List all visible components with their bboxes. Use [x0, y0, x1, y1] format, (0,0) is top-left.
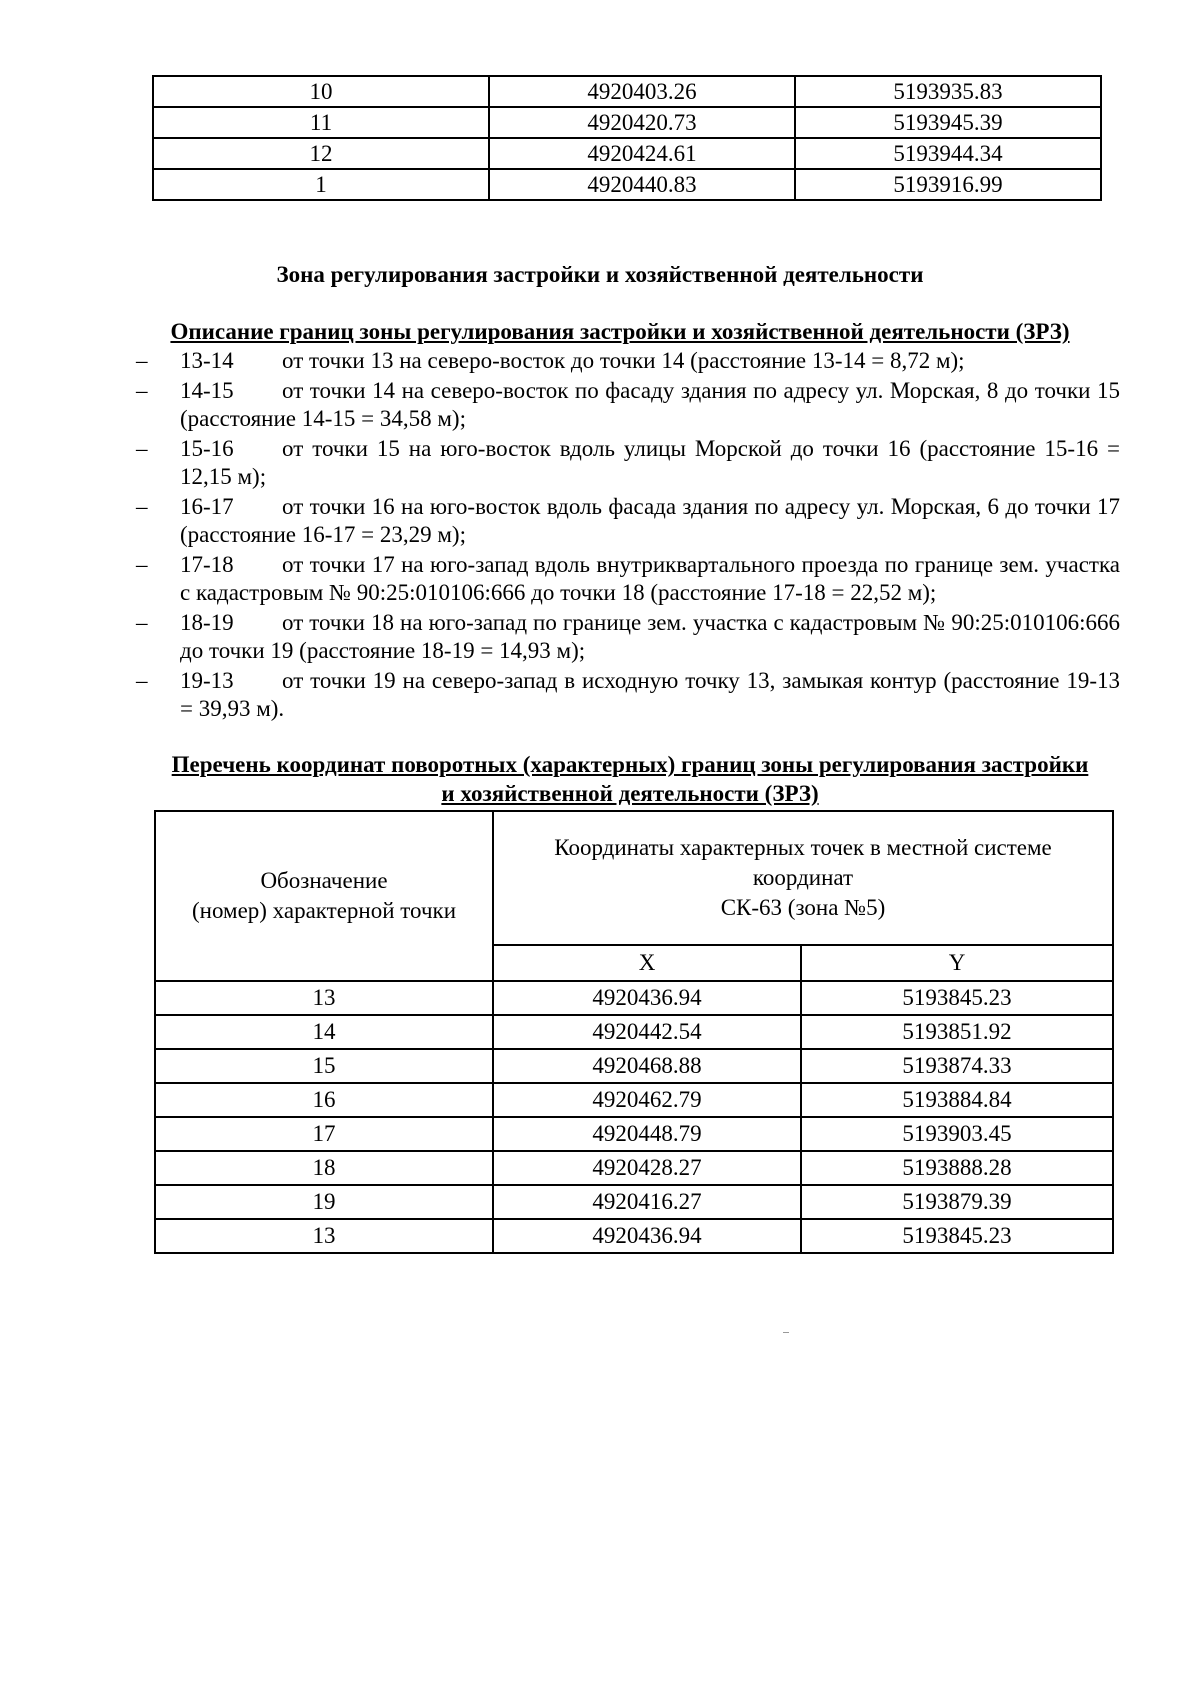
segment-code: 17-18	[180, 552, 234, 577]
list-item	[136, 377, 1120, 433]
point-number-cell: 19	[155, 1185, 493, 1219]
x-coordinate-cell: 4920442.54	[493, 1015, 801, 1049]
x-coordinate-cell: 4920420.73	[489, 107, 795, 138]
y-coordinate-cell: 5193845.23	[801, 1219, 1113, 1253]
y-coordinate-cell: 5193935.83	[795, 76, 1101, 107]
table-row	[153, 138, 1101, 169]
list-item	[136, 551, 1120, 607]
x-coordinate-cell: 4920436.94	[493, 1219, 801, 1253]
segment-code: 14-15	[180, 378, 234, 403]
x-coordinate-cell: 4920468.88	[493, 1049, 801, 1083]
y-coordinate-cell: 5193845.23	[801, 981, 1113, 1015]
segment-text: от точки 17 на юго-запад вдоль внутриквартального проезда по границе зем. участка с кадастровым № 90:25:010106:666 до точки 18 (расстояние 17-18 = 22,52 м);	[180, 552, 1120, 605]
segment-text: от точки 13 на северо-восток до точки 14 (расстояние 13-14 = 8,72 м);	[282, 348, 965, 373]
coordinates-table	[154, 810, 1114, 1254]
description-title: Описание границ зоны регулирования застройки и хозяйственной деятельности (ЗРЗ)	[170, 319, 1070, 344]
dash-marker: –	[136, 378, 148, 403]
boundary-description-list	[136, 347, 1120, 725]
dash-marker: –	[136, 494, 148, 519]
point-number-cell: 17	[155, 1117, 493, 1151]
point-number-cell: 12	[153, 138, 489, 169]
point-number-cell: 13	[155, 1219, 493, 1253]
x-coordinate-cell: 4920424.61	[489, 138, 795, 169]
point-label-header	[155, 811, 493, 981]
scan-speck	[783, 1332, 789, 1333]
segment-text: от точки 18 на юго-запад по границе зем. участка с кадастровым № 90:25:010106:666 до точки 19 (расстояние 18-19 = 14,93 м);	[180, 610, 1120, 663]
table-row	[155, 1219, 1113, 1253]
point-number-cell: 15	[155, 1049, 493, 1083]
coords-label-header	[493, 811, 1113, 945]
point-number-cell: 10	[153, 76, 489, 107]
x-coordinate-cell: 4920462.79	[493, 1083, 801, 1117]
x-column-header: X	[493, 945, 801, 981]
coords-label-line3: СК-63 (зона №5)	[720, 895, 886, 920]
x-coordinate-cell: 4920428.27	[493, 1151, 801, 1185]
segment-code: 16-17	[180, 494, 234, 519]
list-item	[136, 435, 1120, 491]
coord-list-title-line2: и хозяйственной деятельности (ЗРЗ)	[441, 781, 819, 806]
segment-code: 18-19	[180, 610, 234, 635]
segment-text: от точки 19 на северо-запад в исходную точку 13, замыкая контур (расстояние 19-13 = 39,93 м).	[180, 668, 1120, 721]
point-number-cell: 1	[153, 169, 489, 200]
table-row	[155, 1083, 1113, 1117]
dash-marker: –	[136, 552, 148, 577]
y-coordinate-cell: 5193945.39	[795, 107, 1101, 138]
table-row	[153, 169, 1101, 200]
x-coordinate-cell: 4920436.94	[493, 981, 801, 1015]
segment-code: 15-16	[180, 436, 234, 461]
segment-text: от точки 15 на юго-восток вдоль улицы Морской до точки 16 (расстояние 15-16 = 12,15 м);	[180, 436, 1120, 489]
segment-code: 19-13	[180, 668, 234, 693]
dash-marker: –	[136, 668, 148, 693]
x-coordinate-cell: 4920403.26	[489, 76, 795, 107]
list-item	[136, 667, 1120, 723]
table-row	[155, 1117, 1113, 1151]
point-number-cell: 13	[155, 981, 493, 1015]
coords-label-line1: Координаты характерных точек в местной системе	[554, 835, 1052, 860]
y-coordinate-cell: 5193903.45	[801, 1117, 1113, 1151]
y-coordinate-cell: 5193944.34	[795, 138, 1101, 169]
dash-marker: –	[136, 436, 148, 461]
table-row	[155, 1015, 1113, 1049]
point-number-cell: 14	[155, 1015, 493, 1049]
segment-code: 13-14	[180, 348, 234, 373]
table-row	[153, 76, 1101, 107]
table-row	[155, 1185, 1113, 1219]
table-header-row	[155, 811, 1113, 945]
y-coordinate-cell: 5193916.99	[795, 169, 1101, 200]
x-coordinate-cell: 4920416.27	[493, 1185, 801, 1219]
point-label-line1: Обозначение	[260, 868, 388, 893]
y-coordinate-cell: 5193888.28	[801, 1151, 1113, 1185]
coords-label-line2: координат	[752, 865, 854, 890]
list-item	[136, 609, 1120, 665]
x-coordinate-cell: 4920440.83	[489, 169, 795, 200]
table-row	[155, 1151, 1113, 1185]
segment-text: от точки 14 на северо-восток по фасаду здания по адресу ул. Морская, 8 до точки 15 (расстояние 14-15 = 34,58 м);	[180, 378, 1120, 431]
zone-title: Зона регулирования застройки и хозяйственной деятельности	[276, 262, 924, 287]
point-number-cell: 11	[153, 107, 489, 138]
top-coordinates-table	[152, 75, 1102, 201]
point-label-line2: (номер) характерной точки	[191, 898, 457, 923]
y-coordinate-cell: 5193874.33	[801, 1049, 1113, 1083]
y-column-header: Y	[801, 945, 1113, 981]
y-coordinate-cell: 5193851.92	[801, 1015, 1113, 1049]
segment-text: от точки 16 на юго-восток вдоль фасада здания по адресу ул. Морская, 6 до точки 17 (расстояние 16-17 = 23,29 м);	[180, 494, 1120, 547]
table-row	[155, 1049, 1113, 1083]
list-item	[136, 347, 1120, 375]
coord-list-title-line1: Перечень координат поворотных (характерных) границ зоны регулирования застройки	[171, 752, 1089, 777]
dash-marker: –	[136, 348, 148, 373]
point-number-cell: 18	[155, 1151, 493, 1185]
x-coordinate-cell: 4920448.79	[493, 1117, 801, 1151]
y-coordinate-cell: 5193884.84	[801, 1083, 1113, 1117]
list-item	[136, 493, 1120, 549]
point-number-cell: 16	[155, 1083, 493, 1117]
table-row	[155, 981, 1113, 1015]
y-coordinate-cell: 5193879.39	[801, 1185, 1113, 1219]
dash-marker: –	[136, 610, 148, 635]
table-row	[153, 107, 1101, 138]
